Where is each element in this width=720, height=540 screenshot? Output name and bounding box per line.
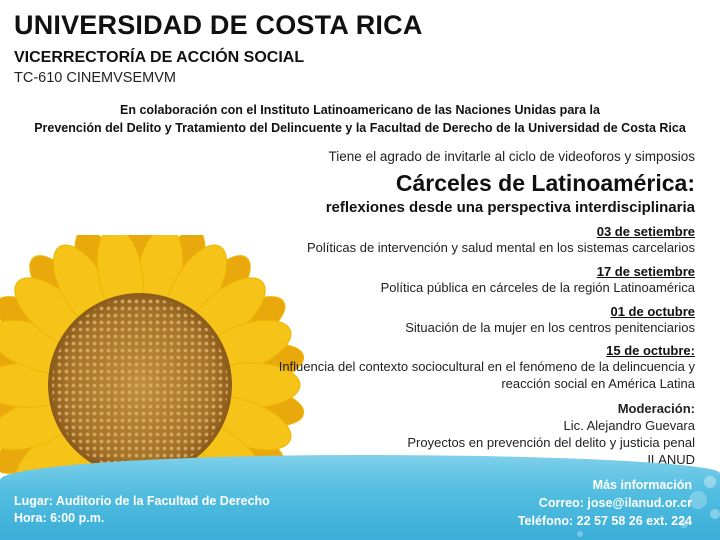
session-topic: Políticas de intervención y salud mental en los sistemas carcelarios (306, 240, 695, 255)
session-date: 03 de setiembre (596, 224, 695, 239)
program-code: TC-610 CINEMVSEMVM (14, 70, 176, 86)
more-info-label: Más información (592, 478, 692, 492)
moderator-role: Proyectos en prevención del delito y justicia penal (407, 435, 695, 450)
session-date: 01 de octubre (610, 304, 695, 319)
session-4 (279, 343, 695, 392)
event-title: Cárceles de Latinoamérica: (395, 170, 695, 196)
session-1 (307, 224, 695, 256)
event-subtitle: reflexiones desde una perspectiva interdisciplinaria (325, 199, 695, 216)
university-title: UNIVERSIDAD DE COSTA RICA (14, 10, 423, 40)
collaboration-line-1: En colaboración con el Instituto Latinoamericano de las Naciones Unidas para la (120, 103, 600, 117)
session-date: 17 de setiembre (596, 264, 695, 279)
invitation-intro: Tiene el agrado de invitarle al ciclo de videoforos y simposios (328, 149, 695, 164)
moderation-label: Moderación: (617, 401, 695, 416)
session-topic: Situación de la mujer en los centros penitenciarios (405, 320, 695, 335)
moderator-name: Lic. Alejandro Guevara (563, 418, 695, 433)
collaboration-line-2: Prevención del Delito y Tratamiento del Delincuente y la Facultad de Derecho de la Universidad de Costa Rica (34, 121, 686, 135)
event-time: Hora: 6:00 p.m. (14, 511, 105, 525)
event-location: Lugar: Auditorio de la Facultad de Derecho (14, 494, 270, 508)
session-topic-line-1: Influencia del contexto sociocultural en el fenómeno de la delincuencia y (278, 359, 695, 374)
session-topic-line-2: reacción social en América Latina (501, 376, 695, 391)
contact-phone: Teléfono: 22 57 58 26 ext. 224 (517, 514, 692, 528)
contact-email: Correo: jose@ilanud.or.cr (538, 496, 692, 510)
vicerrectoria-subtitle: VICERRECTORÍA DE ACCIÓN SOCIAL (14, 49, 305, 66)
session-date: 15 de octubre: (606, 343, 695, 358)
session-2 (381, 264, 695, 296)
session-3 (405, 304, 695, 336)
moderator-org: ILANUD (647, 452, 695, 467)
session-topic: Política pública en cárceles de la región Latinoamérica (380, 280, 695, 295)
